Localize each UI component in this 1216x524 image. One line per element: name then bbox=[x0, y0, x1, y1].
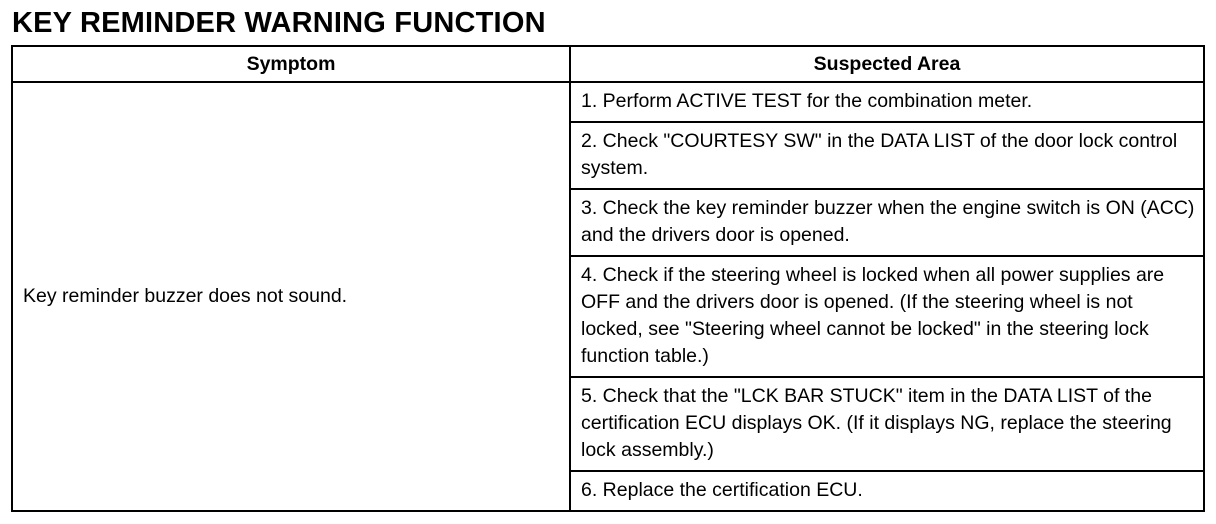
suspected-area-item-2: 2. Check "COURTESY SW" in the DATA LIST of the door lock control system. bbox=[570, 122, 1204, 189]
key-reminder-table bbox=[11, 45, 1205, 512]
suspected-area-item-5: 5. Check that the "LCK BAR STUCK" item in the DATA LIST of the certification ECU displays OK. (If it displays NG, replace the steering lock assembly.) bbox=[570, 377, 1204, 471]
suspected-area-item-1: 1. Perform ACTIVE TEST for the combination meter. bbox=[570, 82, 1204, 122]
suspected-area-item-3: 3. Check the key reminder buzzer when the engine switch is ON (ACC) and the drivers door is opened. bbox=[570, 189, 1204, 256]
table-header bbox=[12, 46, 1204, 82]
suspected-area-item-4: 4. Check if the steering wheel is locked when all power supplies are OFF and the drivers door is opened. (If the steering wheel is not locked, see "Steering wheel cannot be locked" in the steering lock function table.) bbox=[570, 256, 1204, 377]
symptom-cell: Key reminder buzzer does not sound. bbox=[12, 82, 570, 511]
suspected-area-item-6: 6. Replace the certification ECU. bbox=[570, 471, 1204, 511]
table-row bbox=[12, 82, 1204, 122]
page-title: KEY REMINDER WARNING FUNCTION bbox=[12, 7, 546, 39]
table-body bbox=[12, 82, 1204, 511]
suspected-area-header: Suspected Area bbox=[570, 46, 1204, 82]
header-row bbox=[12, 46, 1204, 82]
symptom-header: Symptom bbox=[12, 46, 570, 82]
